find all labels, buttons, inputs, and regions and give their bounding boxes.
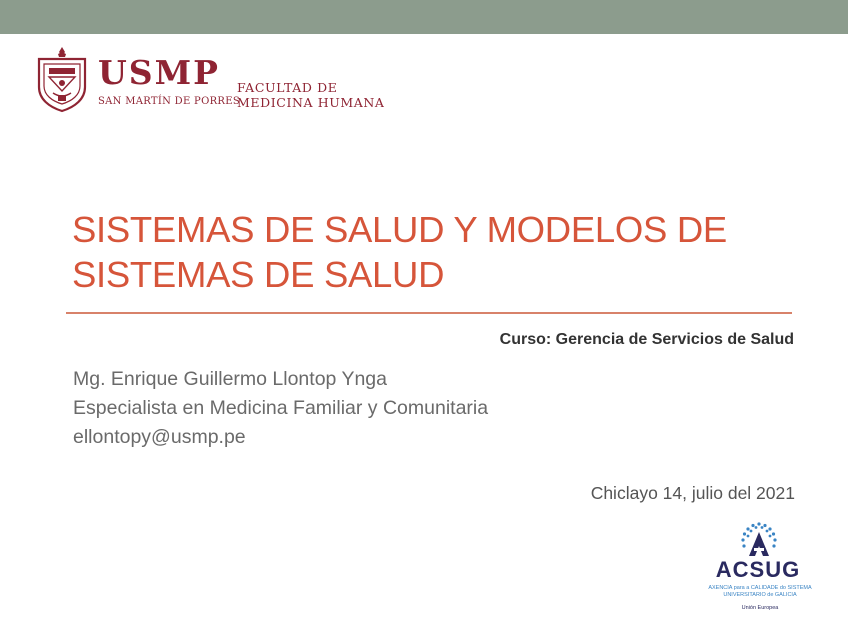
acsug-logo-icon xyxy=(738,521,780,559)
title-divider xyxy=(66,312,792,314)
date-place: Chiclayo 14, julio del 2021 xyxy=(590,483,795,503)
slide-title: SISTEMAS DE SALUD Y MODELOS DE SISTEMAS DE SALUD xyxy=(72,209,727,295)
acsug-subtext: Unión Europea xyxy=(741,605,779,611)
author-role: Especialista en Medicina Familiar y Comunitaria xyxy=(73,397,489,419)
author-name: Mg. Enrique Guillermo Llontop Ynga xyxy=(73,368,387,390)
course-label: Curso: Gerencia de Servicios de Salud xyxy=(499,331,794,348)
faculty-line-1: FACULTAD DE xyxy=(237,80,338,95)
university-subtitle: SAN MARTÍN DE PORRES xyxy=(98,96,240,107)
top-bar xyxy=(0,0,848,34)
author-email: ellontopy@usmp.pe xyxy=(73,426,246,448)
acsug-name: ACSUG xyxy=(715,557,801,582)
acsug-description-2: UNIVERSITARIO de GALICIA xyxy=(723,592,797,598)
faculty-line-2: MEDICINA HUMANA xyxy=(237,95,385,110)
university-name: USMP xyxy=(98,53,220,92)
usmp-seal-icon xyxy=(33,45,91,115)
acsug-description-1: AXENCIA para a CALIDADE do SISTEMA xyxy=(708,585,812,591)
